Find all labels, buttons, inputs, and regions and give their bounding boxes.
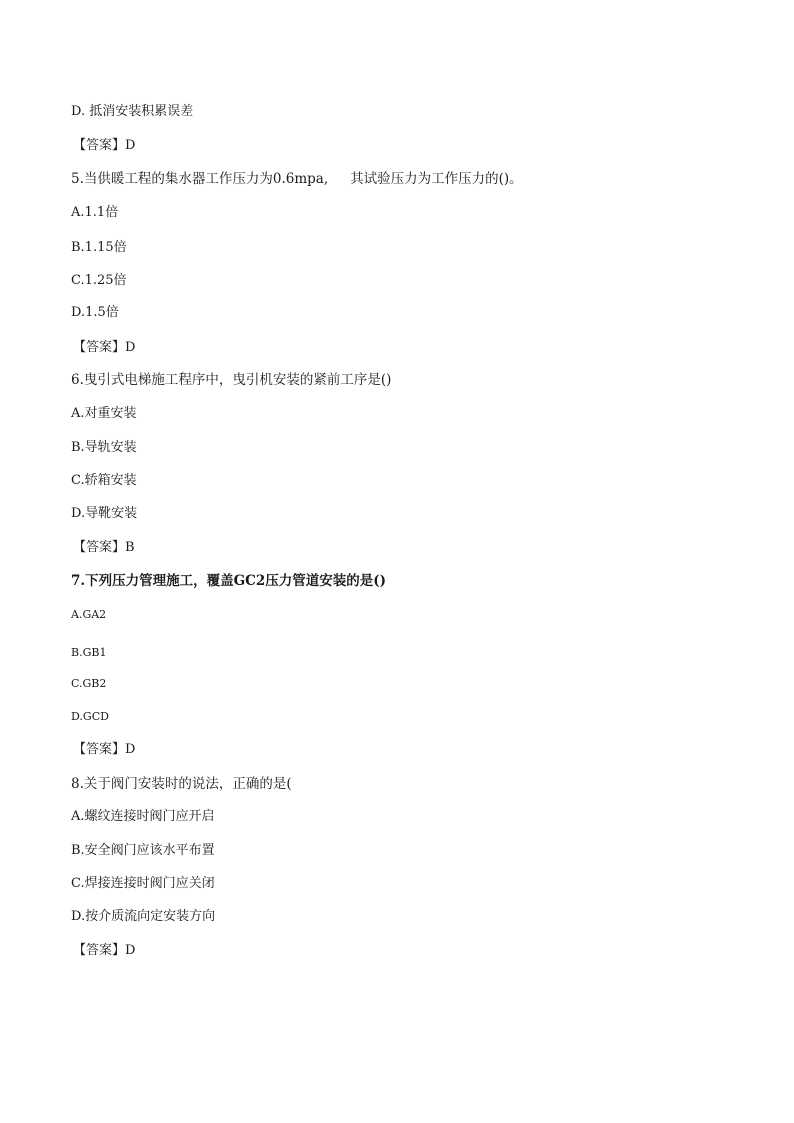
q6-option-d: D.导靴安装 <box>71 506 138 521</box>
q5-answer: 【答案】D <box>73 340 136 355</box>
q5-stem-part1: 5.当供暖工程的集水器工作压力为0.6mpa, <box>71 171 329 187</box>
q6-answer: 【答案】B <box>73 540 135 555</box>
q8-option-d: D.按介质流向定安装方向 <box>71 909 216 924</box>
q6-option-b: B.导轨安装 <box>71 440 137 455</box>
q7-option-c: C.GB2 <box>71 677 107 690</box>
q5-option-a: A.1.1倍 <box>71 205 119 220</box>
q4-answer: 【答案】D <box>73 138 136 153</box>
q7-option-b: B.GB1 <box>71 646 107 659</box>
q5-option-b: B.1.15倍 <box>71 240 127 255</box>
q8-option-c: C.焊接连接时阀门应关闭 <box>71 876 215 891</box>
q6-stem: 6.曳引式电梯施工程序中，曳引机安装的紧前工序是() <box>71 372 392 388</box>
q8-stem: 8.关于阀门安装时的说法，正确的是( <box>71 776 292 792</box>
q6-option-a: A.对重安装 <box>71 406 137 421</box>
q8-answer: 【答案】D <box>73 943 136 958</box>
q5-stem-part2: 其试验压力为工作压力的()。 <box>350 171 523 187</box>
q5-stem <box>71 171 523 187</box>
q7-option-d: D.GCD <box>71 710 109 723</box>
q7-answer: 【答案】D <box>73 742 136 757</box>
q5-option-d: D.1.5倍 <box>71 305 119 320</box>
q7-option-a: A.GA2 <box>71 608 107 621</box>
q4-option-d: D. 抵消安装积累误差 <box>71 104 194 119</box>
q8-option-b: B.安全阀门应该水平布置 <box>71 843 215 858</box>
q6-option-c: C.轿箱安装 <box>71 473 137 488</box>
q8-option-a: A.螺纹连接时阀门应开启 <box>71 809 215 824</box>
q5-option-c: C.1.25倍 <box>71 273 127 288</box>
q7-stem: 7.下列压力管理施工，覆盖GC2压力管道安装的是() <box>71 573 387 589</box>
